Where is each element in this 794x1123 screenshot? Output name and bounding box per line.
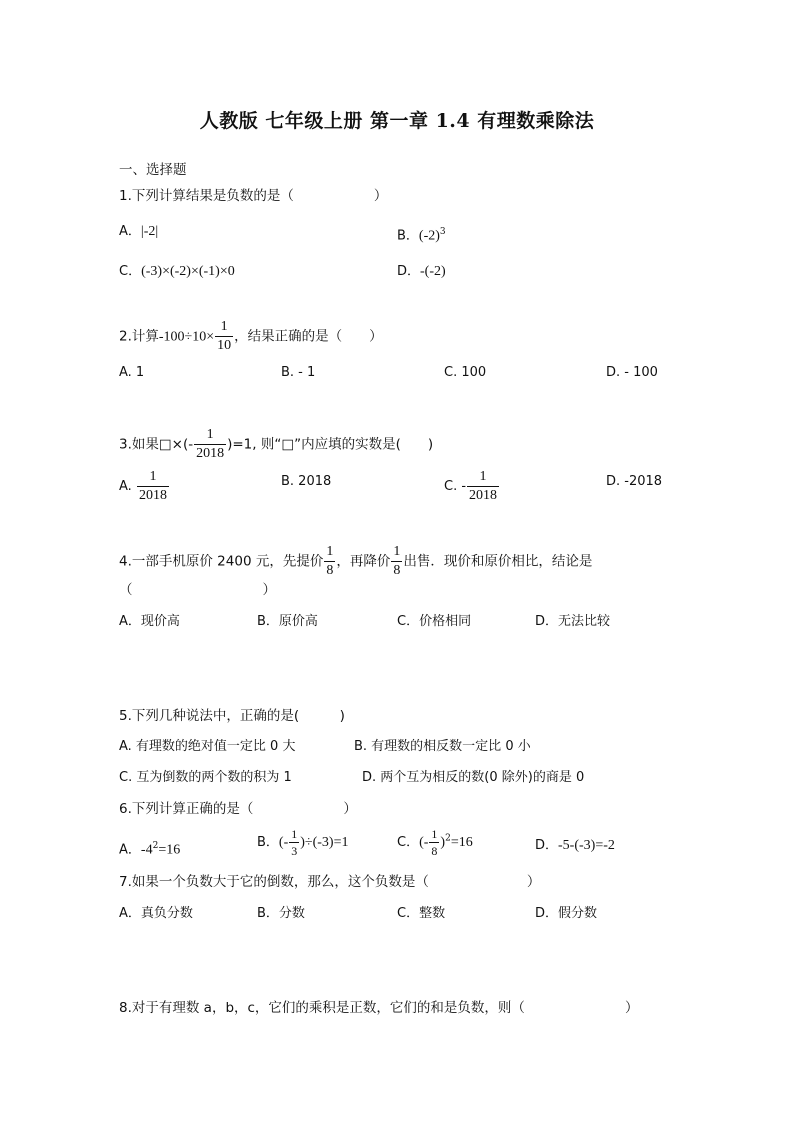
question-1-stem: 1.下列计算结果是负数的是（ ） xyxy=(119,188,388,204)
question-6-option-b: B．(- $\frac{1}{3}$ )÷(-3)=1 xyxy=(257,827,349,858)
question-2-option-c: C. 100 xyxy=(444,365,487,380)
question-7-stem: 7.如果一个负数大于它的倒数，那么，这个负数是（ ） xyxy=(119,874,541,890)
page-title: 人教版 七年级上册 第一章 1.4 有理数乘除法 xyxy=(199,110,595,132)
question-4-option-c: C．价格相同 xyxy=(397,614,472,629)
fraction: $\frac{1}{2018}$ xyxy=(469,469,498,503)
question-7-option-d: D．假分数 xyxy=(535,906,598,921)
question-1-option-d: D．-(-2) xyxy=(397,264,446,279)
fraction: $\frac{1}{10}$ xyxy=(217,319,232,353)
question-2-option-b: B. - 1 xyxy=(281,365,316,380)
question-1-option-c: C．(-3)×(-2)×(-1)×0 xyxy=(119,264,235,279)
question-5-option-a: A. 有理数的绝对值一定比 0 大 xyxy=(119,739,296,754)
question-5-option-c: C. 互为倒数的两个数的积为 1 xyxy=(119,770,292,785)
question-2-option-a: A. 1 xyxy=(119,365,145,380)
question-4-option-d: D．无法比较 xyxy=(535,614,611,629)
question-6-option-c: C．(- $\frac{1}{8}$ )$^2$=16 xyxy=(397,827,473,858)
question-4-answer-parens: （ ） xyxy=(119,582,276,598)
question-4-stem: 4.一部手机原价 2400 元，先提价 $\frac{1}{8}$ ，再降价 $\frac{1}{8}$ 出售．现价和原价相比，结论是 xyxy=(119,544,593,578)
question-1-option-b: B．$(-2)^3$ xyxy=(397,227,446,244)
question-7-option-b: B．分数 xyxy=(257,906,305,921)
fraction: $\frac{1}{8}$ xyxy=(393,544,401,578)
question-6-stem: 6.下列计算正确的是（ ） xyxy=(119,801,357,817)
fraction: $\frac{1}{2018}$ xyxy=(196,427,225,461)
question-1-option-a: A．|-2| xyxy=(119,224,159,239)
question-3-stem: 3.如果□×(- $\frac{1}{2018}$ )=1, 则“□”内应填的实数是( ) xyxy=(119,427,434,461)
question-4-option-a: A．现价高 xyxy=(119,614,180,629)
fraction: $\frac{1}{2018}$ xyxy=(138,469,167,503)
question-8-stem: 8.对于有理数 a，b，c，它们的乘积是正数，它们的和是负数，则（ ） xyxy=(119,1000,639,1016)
fraction: $\frac{1}{8}$ xyxy=(431,827,438,858)
question-3-option-b: B. 2018 xyxy=(281,474,332,489)
question-5-option-d: D. 两个互为相反的数(0 除外)的商是 0 xyxy=(362,770,585,785)
question-2-option-d: D. - 100 xyxy=(606,365,658,380)
question-6-option-a: A．$-4^2=16$ xyxy=(119,841,181,858)
question-7-option-a: A．真负分数 xyxy=(119,906,193,921)
question-5-option-b: B. 有理数的相反数一定比 0 小 xyxy=(354,739,531,754)
fraction: $\frac{1}{8}$ xyxy=(326,544,334,578)
question-3-option-c: C. - $\frac{1}{2018}$ xyxy=(444,469,498,503)
question-3-option-d: D. -2018 xyxy=(606,474,663,489)
fraction: $\frac{1}{3}$ xyxy=(291,827,298,858)
question-4-option-b: B．原价高 xyxy=(257,614,318,629)
question-2-stem: 2.计算-100÷10× $\frac{1}{10}$ ，结果正确的是（ ） xyxy=(119,319,383,353)
section-heading: 一、选择题 xyxy=(119,162,187,178)
question-3-option-a: A. $\frac{1}{2018}$ xyxy=(119,469,167,503)
question-7-option-c: C．整数 xyxy=(397,906,446,921)
question-5-stem: 5.下列几种说法中，正确的是( ) xyxy=(119,708,345,724)
question-6-option-d: D．-5-(-3)=-2 xyxy=(535,838,615,853)
